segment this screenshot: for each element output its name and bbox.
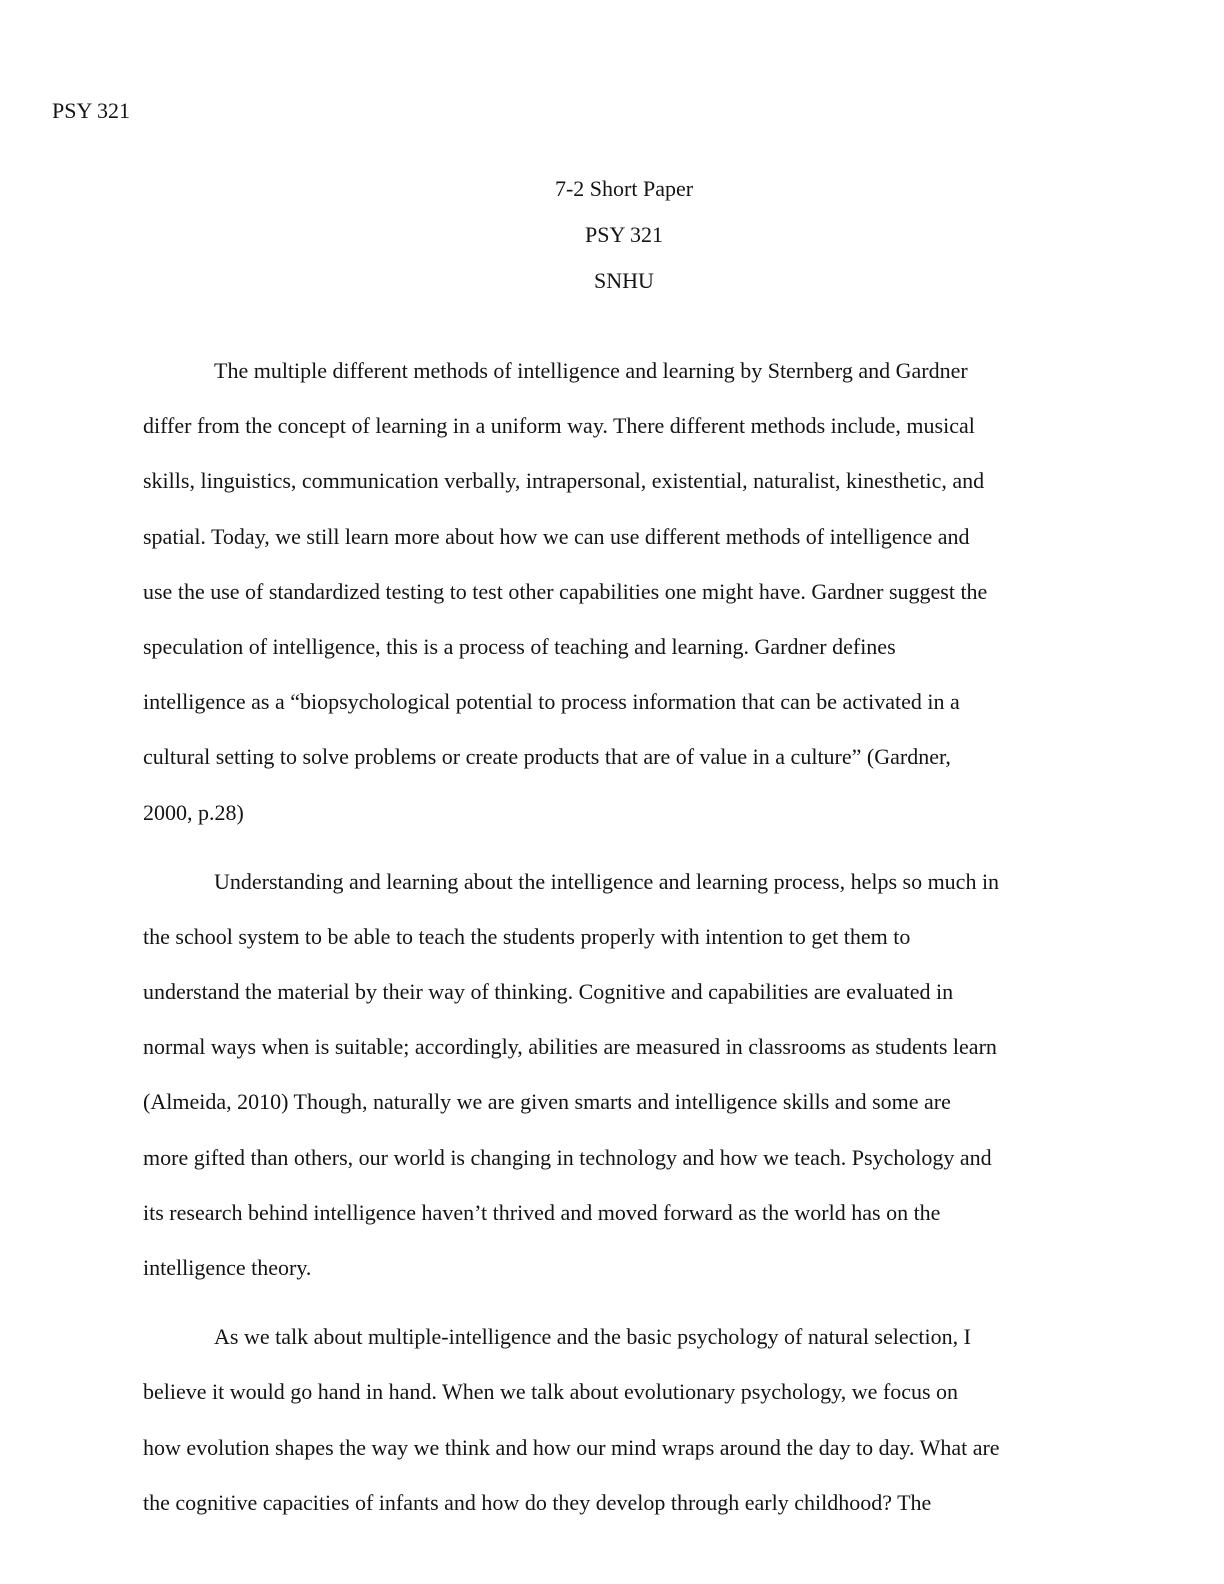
text-line: intelligence as a “biopsychological potential to process information that can be activated in a	[143, 689, 960, 715]
text-line: the cognitive capacities of infants and how do they develop through early childhood? The	[143, 1489, 932, 1515]
text-line: The multiple different methods of intelligence and learning by Sternberg and Gardner	[214, 358, 968, 383]
text-line: cultural setting to solve problems or create products that are of value in a culture” (Gardner,	[143, 744, 951, 770]
text-line: (Almeida, 2010) Though, naturally we are given smarts and intelligence skills and some are	[143, 1089, 951, 1115]
course-header: PSY 321	[52, 98, 131, 123]
text-line: Understanding and learning about the intelligence and learning process, helps so much in	[214, 868, 1000, 894]
text-line: skills, linguistics, communication verbally, intrapersonal, existential, naturalist, kinesthetic, and	[143, 468, 985, 494]
institution: SNHU	[594, 268, 654, 293]
paragraph-3	[143, 1322, 1083, 1543]
text-line: differ from the concept of learning in a uniform way. There different methods include, musical	[143, 413, 975, 439]
course-code: PSY 321	[584, 222, 664, 247]
text-line: spatial. Today, we still learn more about how we can use different methods of intelligence and	[143, 523, 970, 549]
text-line: its research behind intelligence haven’t thrived and moved forward as the world has on the	[143, 1199, 941, 1225]
paragraph-1	[143, 356, 1083, 853]
text-line: intelligence theory.	[143, 1255, 312, 1280]
title-block	[0, 174, 1224, 312]
text-line: the school system to be able to teach the students properly with intention to get them to	[143, 923, 911, 949]
text-line: more gifted than others, our world is changing in technology and how we teach. Psychology and	[143, 1144, 992, 1170]
text-line: how evolution shapes the way we think and how our mind wraps around the day to day. What are	[143, 1434, 1000, 1460]
text-line: understand the material by their way of thinking. Cognitive and capabilities are evaluated in	[143, 979, 954, 1005]
text-line: use the use of standardized testing to test other capabilities one might have. Gardner suggest the	[143, 578, 988, 604]
text-line: speculation of intelligence, this is a process of teaching and learning. Gardner defines	[143, 633, 896, 659]
document-body	[143, 356, 1083, 1557]
paragraph-2	[143, 867, 1083, 1309]
text-line: believe it would go hand in hand. When we talk about evolutionary psychology, we focus on	[143, 1379, 959, 1405]
text-line: normal ways when is suitable; accordingly, abilities are measured in classrooms as students learn	[143, 1034, 997, 1060]
text-line: As we talk about multiple-intelligence and the basic psychology of natural selection, I	[214, 1324, 971, 1350]
text-line: 2000, p.28)	[143, 799, 244, 825]
paper-title: 7-2 Short Paper	[554, 176, 694, 201]
